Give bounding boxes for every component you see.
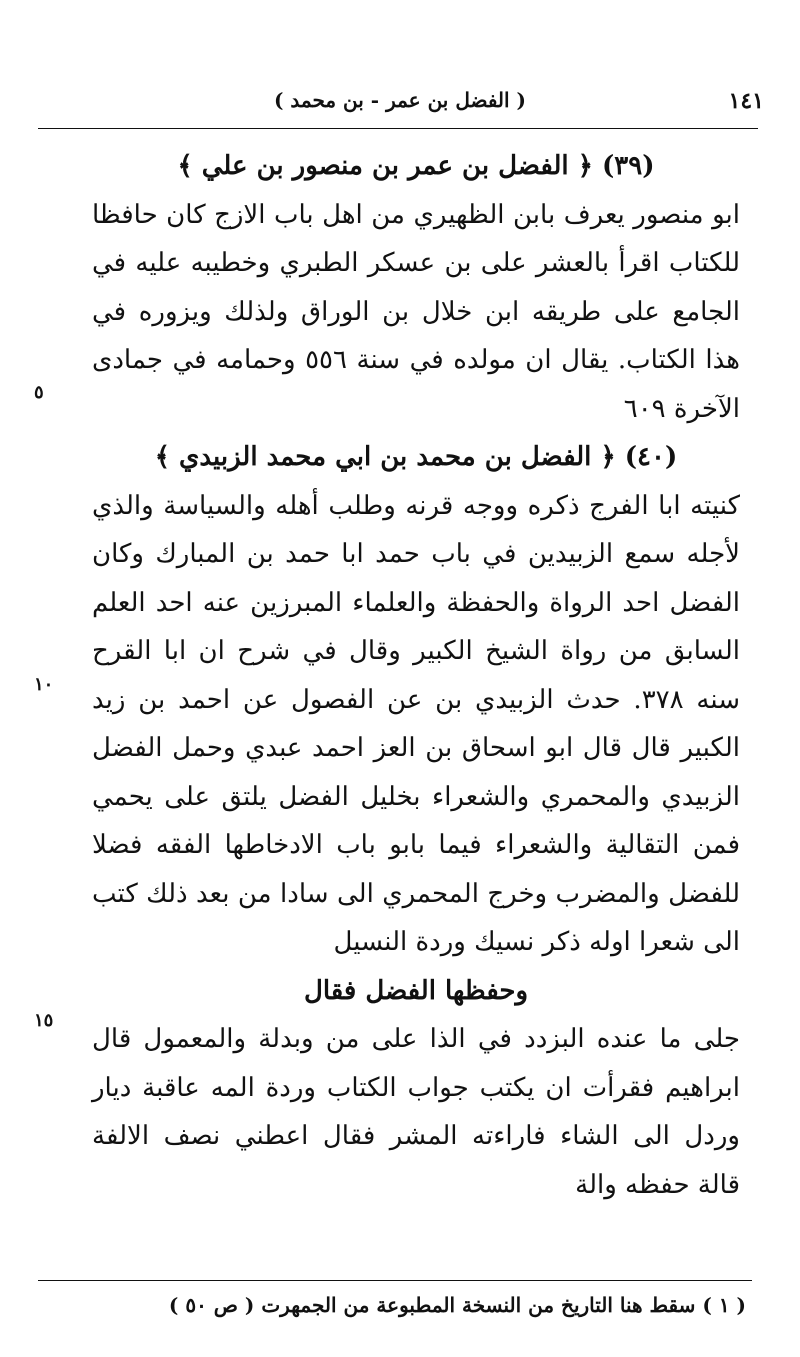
page-bottom-margin [0,1330,800,1357]
header-divider [38,128,758,129]
running-title: ( الفضل بن عمر - بن محمد ) [273,88,527,112]
closing-paragraph: جلى ما عنده البزدد في الذا على من وبدلة والمعمول قال ابراهيم فقرأت ان يكتب جواب الكتاب وردة المه عاقبة ديار وردل الى الشاء فاراءته المشر فقال اعطني نصف الالفة قالة حفظه والة [92,1024,740,1200]
page-number: ١٤١ [728,88,764,114]
entry-39-paragraph: ابو منصور يعرف بابن الظهيري من اهل باب الازج كان حافظا للكتاب اقرأ بالعشر على بن عسكر الطبري وخطيبه عليه في الجامع على طريقه ابن خلال بن الوراق ولذلك ويزوره في هذا الكتاب. يقال ان مولده في سنة ٥٥٦ وحمامه في جمادى الآخرة ٦٠٩ [92,199,740,424]
line-number-10: ١٠ [34,674,54,695]
line-number-15: ١٥ [34,1010,54,1031]
main-text [92,142,740,1209]
entry-40-paragraph: كنيته ابا الفرج ذكره ووجه قرنه وطلب أهله والسياسة والذي لأجله سمع الزبيدين في باب حمد ابا حمد بن المبارك وكان الفضل احد الرواة والحفظة والعلماء المبرزين عنه احد العلم السابق من رواة الشيخ الكبير وقال في شرح ان ابا القرح سنه ٣٧٨. حدث الزبيدي بن عن الفصول عن احمد بن زيد الكبير قال قال ابو اسحاق بن العز احمد عبدي وحمل الفضل الزبيدي والمحمري والشعراء بخليل الفضل يلتق على يحمي فمن التقالية والشعراء فيما بابو باب الادخاطها الفقه فضلا للفضل والمضرب وخرج المحمري الى سادا من بعد ذلك كتب الى شعرا اوله ذكر نسيك وردة النسيل [92,490,740,957]
verse-intro: وحفظها الفضل فقال [303,975,529,1006]
entry-heading-39: (٣٩) ﴿ الفضل بن عمر بن منصور بن علي ﴾ [177,151,655,181]
footnote: ( ١ ) سقط هنا التاريخ من النسخة المطبوعة من الجمهرت ( ص ٥٠ ) [168,1293,746,1317]
entry-heading-40: (٤٠) ﴿ الفضل بن محمد بن ابي محمد الزبيدي ﴾ [154,442,678,472]
page-header [36,88,764,124]
footnote-divider [38,1280,752,1281]
line-number-5: ٥ [34,382,44,403]
